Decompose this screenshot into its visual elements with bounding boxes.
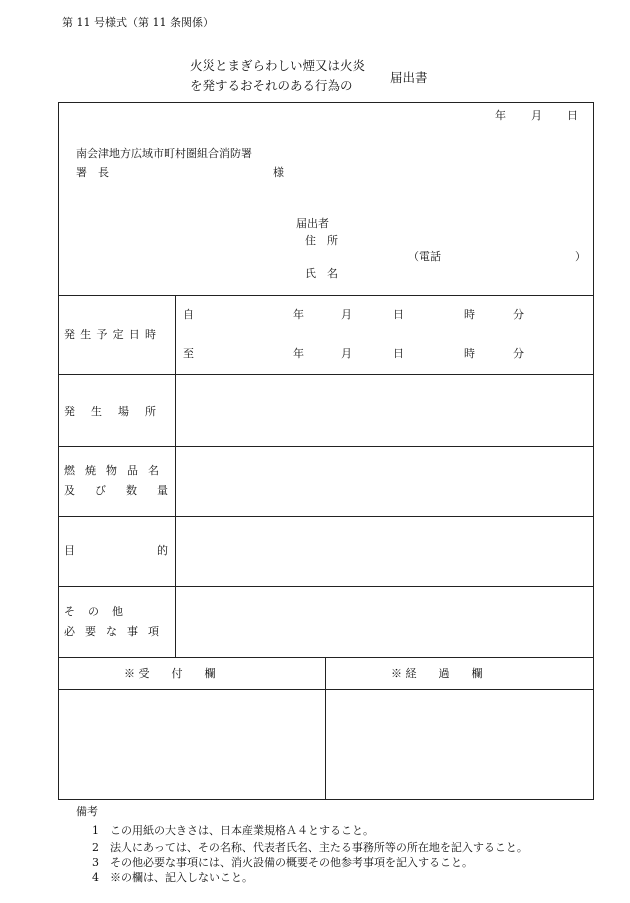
- date-year: 年: [495, 109, 506, 122]
- applicant-phone-open: （電話: [408, 250, 441, 263]
- divider: [325, 657, 326, 800]
- other-label-line-1: そ の 他: [64, 605, 124, 618]
- note-item: 2 法人にあっては、その名称、代表者氏名、主たる事務所等の所在地を記入すること。: [92, 841, 528, 854]
- divider: [58, 586, 594, 587]
- to-year: 年: [293, 347, 304, 360]
- reception-column-header: ※ 受 付 欄: [124, 667, 216, 680]
- addressee-honorific: 様: [273, 166, 284, 179]
- applicant-phone-close: ）: [575, 250, 586, 263]
- divider: [175, 295, 176, 657]
- to-month: 月: [341, 347, 352, 360]
- to-label: 至: [183, 347, 194, 360]
- addressee-org: 南会津地方広域市町村圏組合消防署: [76, 147, 252, 160]
- applicant-address: 住 所: [305, 234, 338, 247]
- form-number: 第 11 号様式（第 11 条関係）: [62, 16, 214, 29]
- to-hour: 時: [464, 347, 475, 360]
- title-line-2: を発するおそれのある行為の: [190, 78, 353, 93]
- location-label: 発 生 場 所: [64, 405, 159, 418]
- from-month: 月: [341, 308, 352, 321]
- title-suffix: 届出書: [390, 70, 428, 85]
- divider: [58, 657, 594, 658]
- from-year: 年: [293, 308, 304, 321]
- progress-column-header: ※ 経 過 欄: [391, 667, 483, 680]
- note-item: 3 その他必要な事項には、消火設備の概要その他参考事項を記入すること。: [92, 856, 473, 869]
- from-label: 自: [183, 308, 194, 321]
- date-day: 日: [567, 109, 578, 122]
- from-hour: 時: [464, 308, 475, 321]
- purpose-label-left: 目: [64, 544, 75, 557]
- addressee-title: 署 長: [76, 166, 109, 179]
- divider: [58, 689, 594, 690]
- divider: [58, 374, 594, 375]
- scheduled-datetime-label: 発生予定日時: [64, 328, 162, 341]
- to-day: 日: [393, 347, 404, 360]
- applicant-name: 氏 名: [305, 267, 338, 280]
- divider: [58, 295, 594, 296]
- date-month: 月: [531, 109, 542, 122]
- form-frame: [58, 102, 594, 800]
- note-item: 4 ※の欄は、記入しないこと。: [92, 871, 253, 884]
- combustibles-label-line-1: 燃焼物品名: [64, 464, 169, 477]
- combustibles-label-line-2: 及び数量: [64, 484, 188, 497]
- notes-heading: 備考: [76, 805, 98, 818]
- purpose-label-right: 的: [157, 544, 168, 557]
- other-label-line-2: 必要な事項: [64, 625, 169, 638]
- from-day: 日: [393, 308, 404, 321]
- from-minute: 分: [513, 308, 524, 321]
- note-item: 1 この用紙の大きさは、日本産業規格Ａ４とすること。: [92, 824, 374, 837]
- to-minute: 分: [513, 347, 524, 360]
- applicant-label: 届出者: [296, 217, 329, 230]
- divider: [58, 516, 594, 517]
- title-line-1: 火災とまぎらわしい煙又は火炎: [190, 58, 366, 73]
- divider: [58, 446, 594, 447]
